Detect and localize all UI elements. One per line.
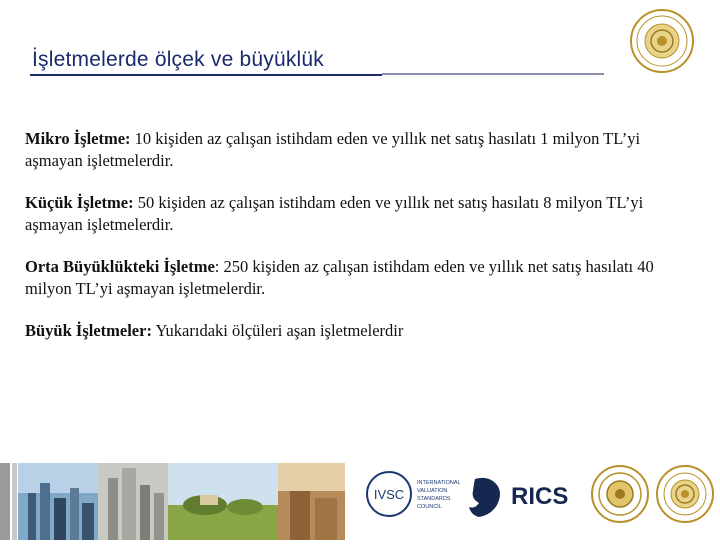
term-large: Büyük İşletmeler: [25, 321, 152, 340]
footer-logos [345, 463, 720, 540]
ivsc-line-4: COUNCIL [417, 504, 442, 510]
ankara-university-seal-logo [624, 8, 700, 74]
ivsc-line-2: VALUATION [417, 488, 448, 494]
ivsc-line-3: STANDARDS [417, 496, 451, 502]
title-underline [30, 74, 382, 76]
footer-photos [0, 463, 345, 540]
footer-logos-strip [345, 463, 720, 540]
ivsc-line-1: INTERNATIONAL [417, 480, 461, 486]
definition-small: 50 kişiden az çalışan istihdam eden ve yıllık net satış hasılatı 8 milyon TL’yi aşmayan işletmelerdir. [25, 193, 644, 234]
content-area [25, 128, 665, 362]
footer-photo-strip [0, 463, 345, 540]
definition-medium: : 250 kişiden az çalışan istihdam eden ve yıllık net satış hasılatı 40 milyon TL’yi aşmayan işletmelerdir. [25, 257, 654, 298]
definition-large: Yukarıdaki ölçüleri aşan işletmelerdir [151, 321, 404, 340]
term-medium: Orta Büyüklükteki İşletme [25, 257, 215, 276]
paragraph-small [25, 192, 665, 236]
definition-micro: 10 kişiden az çalışan istihdam eden ve yıllık net satış hasılatı 1 milyon TL’yi aşmayan işletmelerdir. [25, 129, 641, 170]
rics-lion-icon [469, 478, 500, 517]
term-micro: Mikro İşletme: [25, 129, 131, 148]
rics-logo-text: RICS [511, 483, 569, 510]
title-divider-line [382, 73, 604, 75]
paragraph-large [25, 320, 665, 342]
slide-title: İşletmelerde ölçek ve büyüklük [32, 48, 324, 71]
paragraph-micro [25, 128, 665, 172]
paragraph-medium [25, 256, 665, 300]
term-small: Küçük İşletme: [25, 193, 134, 212]
ivsc-logo-text: IVSC [373, 487, 405, 502]
